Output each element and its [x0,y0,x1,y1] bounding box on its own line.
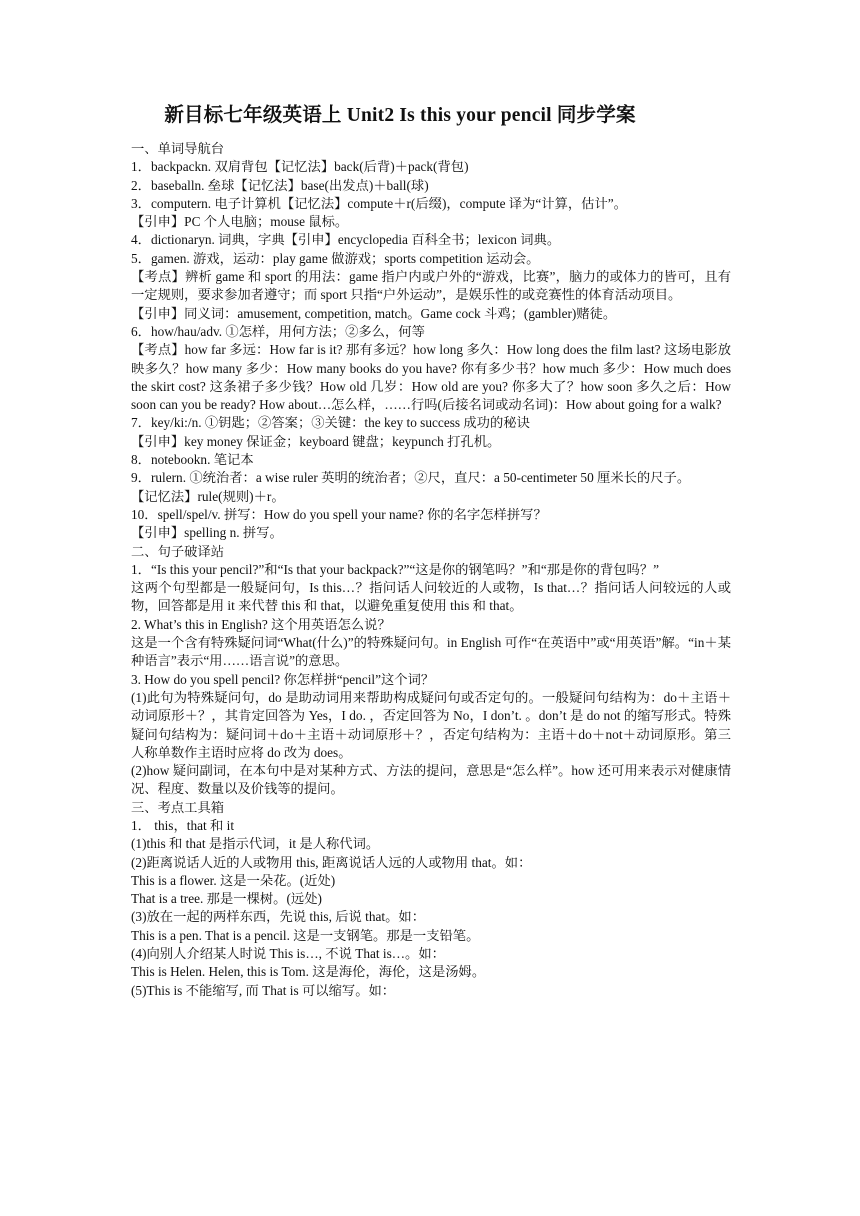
text-line: 1．“Is this your pencil?”和“Is that your backpack?”“这是你的钢笔吗？”和“那是你的背包吗？” [131,561,660,577]
text-line: 【考点】辨析 game 和 sport 的用法：game 指户内或户外的“游戏，比赛”，脑力的或体力的皆可，且有一定规则，要求参加者遵守；而 sport 只指“户外运动”，是娱乐性的或竞赛性的体育活动项目。 [131,269,731,303]
text-line: 10．spell/spel/v. 拼写：How do you spell your name? 你的名字怎样拼写？ [131,506,547,522]
document-body [131,140,731,1000]
text-line: 【引申】key money 保证金；keyboard 键盘；keypunch 打孔机。 [131,433,501,449]
text-line: (1)this 和 that 是指示代词，it 是人称代词。 [131,836,380,852]
text-line: 2．baseballn. 垒球【记忆法】base(出发点)＋ball(球) [131,177,429,193]
text-line: 5．gamen. 游戏，运动：play game 做游戏；sports competition 运动会。 [131,250,540,266]
text-line: 1． this，that 和 it [131,817,235,833]
text-line: 【引申】同义词：amusement, competition, match。Game cock 斗鸡；(gambler)赌徒。 [131,305,617,321]
text-line: 一、单词导航台 [131,141,225,156]
text-line: 【记忆法】rule(规则)＋r。 [131,488,285,504]
text-line: 9．rulern. ①统治者：a wise ruler 英明的统治者；②尺，直尺：a 50-centimeter 50 厘米长的尺子。 [131,470,691,486]
text-line: This is a pen. That is a pencil. 这是一支钢笔。那是一支铅笔。 [131,927,480,943]
text-line: 7．key/ki:/n. ①钥匙；②答案；③关键：the key to success 成功的秘诀 [131,415,530,431]
text-line: (2)how 疑问副词，在本句中是对某种方式、方法的提问，意思是“怎么样”。how 还可用来表示对健康情况、程度、数量以及价钱等的提问。 [131,763,731,797]
text-line: (2)距离说话人近的人或物用 this, 距离说话人远的人或物用 that。如： [131,854,532,870]
text-line: (1)此句为特殊疑问句，do 是助动词用来帮助构成疑问句或否定句的。一般疑问句结构为：do＋主语＋动词原形＋？，其肯定回答为 Yes，I do. ，否定回答为 No，I don’t. 。don’t 是 do not 的缩写形式。特殊疑问句结构为：疑问词＋do＋主语＋动词原形＋？，否定句结构为：主语＋do＋not＋动词原形。第三人称单数作主语时应将 do 改为 does。 [131,689,731,760]
text-line: This is Helen. Helen, this is Tom. 这是海伦，海伦，这是汤姆。 [131,964,486,980]
text-line: 【引申】PC 个人电脑；mouse 鼠标。 [131,214,349,230]
text-line: 2. What’s this in English? 这个用英语怎么说？ [131,616,391,632]
text-line: 3. How do you spell pencil? 你怎样拼“pencil”这个词？ [131,671,435,687]
text-line: That is a tree. 那是一棵树。(远处) [131,891,322,907]
text-line: 【考点】how far 多远：How far is it? 那有多远？how long 多久：How long does the film last? 这场电影放映多久？how many 多少：How many books do you have? 你有多少书？how much 多少：How much does the skirt cost? 这条裙子多少钱？How old 几岁：How old are you? 你多大了？how soon 多久之后：How soon can you be ready? How about…怎么样，……行吗(后接名词或动名词)：How about going for a walk? [131,342,731,413]
text-line: 6．how/hau/adv. ①怎样，用何方法；②多么，何等 [131,323,425,339]
text-line: 8．notebookn. 笔记本 [131,452,254,468]
text-line: (5)This is 不能缩写, 而 That is 可以缩写。如： [131,982,396,998]
text-line: 三、考点工具箱 [131,799,225,815]
text-line: 这两个句型都是一般疑问句，Is this…？指问话人问较近的人或物，Is that…？指问话人问较远的人或物，回答都是用 it 来代替 this 和 that，以避免重复使用 this 和 that。 [131,580,731,614]
text-line: 这是一个含有特殊疑问词“What(什么)”的特殊疑问句。in English 可作“在英语中”或“用英语”解。“in＋某种语言”表示“用……语言说”的意思。 [131,635,731,669]
text-line: (4)向别人介绍某人时说 This is…, 不说 That is…。如： [131,946,445,962]
text-line: 3．computern. 电子计算机【记忆法】compute＋r(后缀)，compute 译为“计算，估计”。 [131,195,627,211]
document-title: 新目标七年级英语上 Unit2 Is this your pencil 同步学案 [164,105,636,126]
text-line: 1．backpackn. 双肩背包【记忆法】back(后背)＋pack(背包) [131,159,469,175]
text-line: 二、句子破译站 [131,543,225,559]
text-line: 【引申】spelling n. 拼写。 [131,525,283,541]
text-line: (3)放在一起的两样东西，先说 this, 后说 that。如： [131,909,425,925]
text-line: This is a flower. 这是一朵花。(近处) [131,872,336,888]
text-line: 4．dictionaryn. 词典，字典【引申】encyclopedia 百科全书；lexicon 词典。 [131,232,561,248]
